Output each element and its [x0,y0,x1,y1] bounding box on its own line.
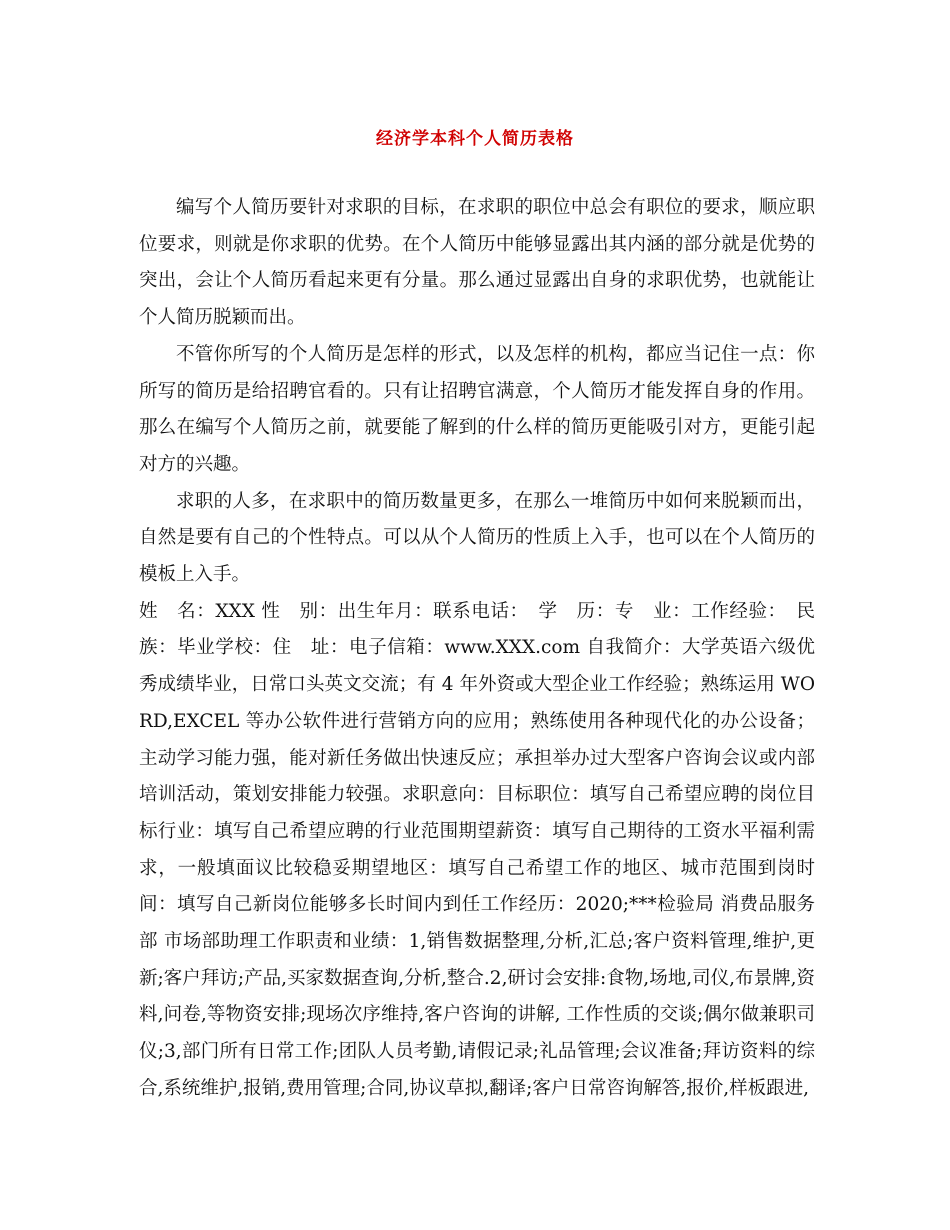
intro-paragraph-1: 编写个人简历要针对求职的目标，在求职的职位中总会有职位的要求，顺应职位要求，则就是你求职的优势。在个人简历中能够显露出其内涵的部分就是优势的突出，会让个人简历看起来更有分量。那么通过显露出自身的求职优势，也就能让个人简历脱颖而出。 [139,197,815,329]
document-title: 经济学本科个人简历表格 [376,129,574,149]
resume-template-text: 姓 名：XXX 性 别：出生年月：联系电话： 学 历：专 业：工作经验： 民 族：毕业学校：住 址：电子信箱：www.XXX.com 自我简介：大学英语六级优秀成绩毕业，日常口头英文交流；有 4 年外资或大型企业工作经验；熟练运用 WORD,EXCEL 等办公软件进行营销方向的应用；熟练使用各种现代化的办公设备；主动学习能力强，能对新任务做出快速反应；承担举办过大型客户咨询会议或内部培训活动，策划安排能力较强。求职意向：目标职位：填写自己希望应聘的岗位目标行业：填写自己希望应聘的行业范围期望薪资：填写自己期待的工资水平福利需求，一般填面议比较稳妥期望地区：填写自己希望工作的地区、城市范围到岗时间：填写自己新岗位能够多长时间内到任工作经历：2020;***检验局 消费品服务部 市场部助理工作职责和业绩：1,销售数据整理,分析,汇总;客户资料管理,维护,更新;客户拜访;产品,买家数据查询,分析,整合.2,研讨会安排:食物,场地,司仪,布景牌,资料,问卷,等物资安排;现场次序维持,客户咨询的讲解, 工作性质的交谈;偶尔做兼职司仪;3,部门所有日常工作;团队人员考勤,请假记录;礼品管理;会议准备;拜访资料的综合,系统维护,报销,费用管理;合同,协议草拟,翻译;客户日常咨询解答,报价,样板跟进, [139,600,834,1099]
intro-paragraph-2: 不管你所写的个人简历是怎样的形式，以及怎样的机构，都应当记住一点：你所写的简历是给招聘官看的。只有让招聘官满意，个人简历才能发挥自身的作用。那么在编写个人简历之前，就要能了解到的什么样的简历更能吸引对方，更能引起对方的兴趣。 [139,343,815,475]
intro-paragraph-3: 求职的人多，在求职中的简历数量更多，在那么一堆简历中如何来脱颖而出，自然是要有自己的个性特点。可以从个人简历的性质上入手，也可以在个人简历的模板上入手。 [139,490,815,586]
document-body [139,190,834,1108]
